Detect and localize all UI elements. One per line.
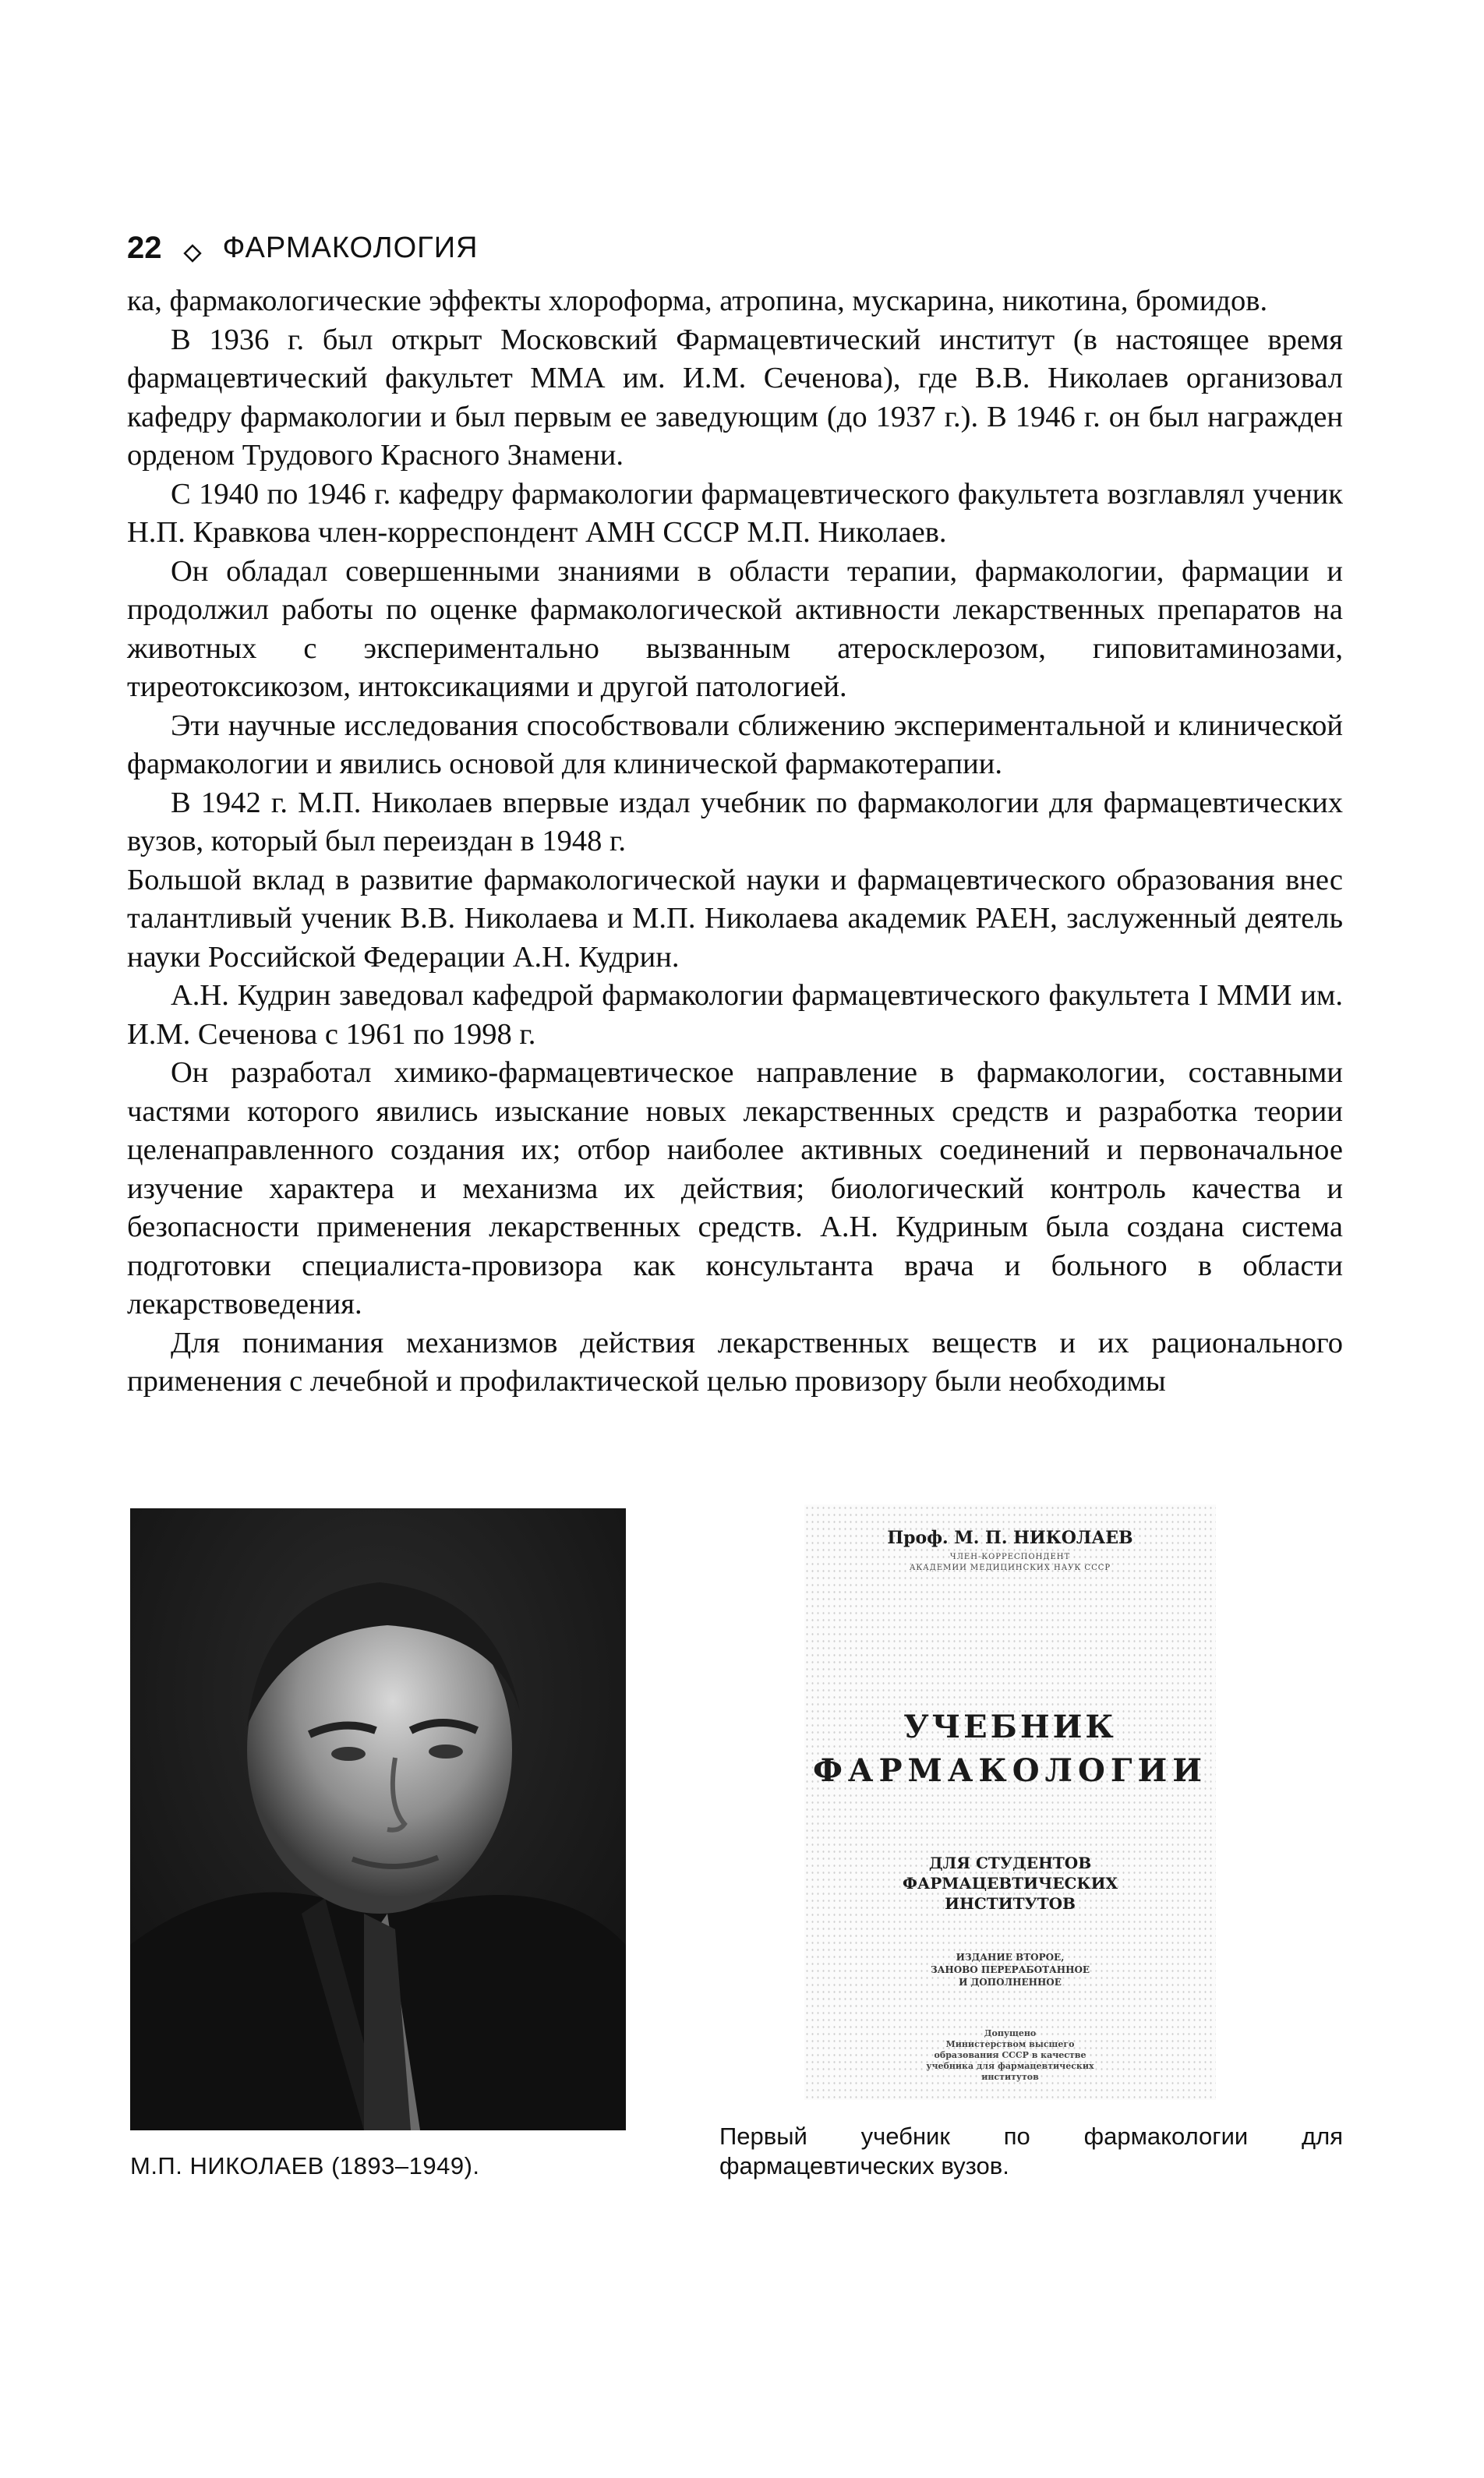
book-approval: образования СССР в качестве (934, 2050, 1086, 2060)
diamond-icon (182, 238, 203, 258)
book-title: УЧЕБНИК (903, 1709, 1117, 1745)
running-head (127, 224, 1343, 271)
book-author-title: ЧЛЕН-КОРРЕСПОНДЕНТ (949, 1553, 1071, 1561)
paragraph: Он обладал совершенными знаниями в области терапии, фармакологии, фармации и продолжил работы по оценке фармакологической активности лекарственных препаратов на животных с экспериментально вызванным атеросклерозом, гиповитаминозами, тиреотоксикозом, интоксикациями и другой патологией. (127, 554, 1343, 703)
paragraph: В 1936 г. был открыт Московский Фармацевтический институт (в настоящее время фармацевтический факультет ММА им. И.М. Сеченова), где В.В. Николаев организовал кафедру фармакологии и был первым ее заведующим (до 1937 г.). В 1946 г. он был награжден орденом Трудового Красного Знамени. (127, 323, 1343, 472)
paragraph: Он разработал химико-фармацевтическое направление в фармакологии, составными частями которого явились изыскание новых лекарственных средств и разработка теории целенаправленного создания их; отбор наиболее активных соединений и первоначальное изучение характера и механизма их действия; биологический контроль качества и безопасности применения лекарственных средств. А.Н. Кудриным была создана система подготовки специалиста-провизора как консультанта врача и больного в области лекарствоведения. (127, 1056, 1343, 1320)
portrait-photo (130, 1508, 626, 2130)
book-edition: ЗАНОВО ПЕРЕРАБОТАННОЕ (930, 1964, 1090, 1975)
book-approval: институтов (981, 2072, 1039, 2082)
book-title: ФАРМАКОЛОГИИ (812, 1752, 1208, 1789)
portrait-image (130, 1508, 626, 2130)
section-title: ФАРМАКОЛОГИЯ (222, 231, 479, 264)
body-text (127, 282, 1343, 1402)
paragraph: С 1940 по 1946 г. кафедру фармакологии фармацевтического факультета возглавлял ученик Н.П. Кравкова член-корреспондент АМН СССР М.П. Николаев. (127, 477, 1343, 549)
book-author: Проф. М. П. НИКОЛАЕВ (887, 1528, 1133, 1548)
portrait-caption: М.П. НИКОЛАЕВ (1893–1949). (130, 2152, 480, 2179)
book-cover (804, 1504, 1216, 2100)
book-approval: Министерством высшего (945, 2039, 1075, 2049)
paragraph: ка, фармакологические эффекты хлороформа, атропина, мускарина, никотина, бромидов. (127, 285, 1268, 317)
paragraph: В 1942 г. М.П. Николаев впервые издал учебник по фармакологии для фармацевтических вузов, который был переиздан в 1948 г. (127, 786, 1343, 857)
book-approval: учебника для фармацевтических (926, 2061, 1094, 2071)
paragraph: Для понимания механизмов действия лекарственных веществ и их рационального применения с лечебной и профилактической целью провизору были необходимы (127, 1326, 1343, 1398)
book-edition: ИЗДАНИЕ ВТОРОЕ, (956, 1952, 1065, 1963)
paragraph: А.Н. Кудрин заведовал кафедрой фармакологии фармацевтического факультета I ММИ им. И.М. Сеченова с 1961 по 1998 г. (127, 979, 1343, 1051)
book-approval: Допущено (984, 2028, 1037, 2038)
page-number: 22 (127, 230, 162, 265)
cover-texture (804, 1504, 1216, 2100)
book-caption: Первый учебник по фармакологии для фармацевтических вузов. (719, 2123, 1343, 2179)
book-audience: ФАРМАЦЕВТИЧЕСКИХ (902, 1874, 1118, 1893)
paragraph: Большой вклад в развитие фармакологической науки и фармацевтического образования внес талантливый ученик В.В. Николаева и М.П. Николаева академик РАЕН, заслуженный деятель науки Российской Федерации А.Н. Кудрин. (127, 863, 1343, 974)
paragraph: Эти научные исследования способствовали сближению экспериментальной и клинической фармакологии и явились основой для клинической фармакотерапии. (127, 709, 1343, 780)
book-audience: ДЛЯ СТУДЕНТОВ (928, 1854, 1092, 1872)
book-edition: И ДОПОЛНЕННОЕ (959, 1977, 1062, 1988)
book-author-title: АКАДЕМИИ МЕДИЦИНСКИХ НАУК СССР (909, 1564, 1111, 1572)
book-audience: ИНСТИТУТОВ (945, 1894, 1076, 1913)
